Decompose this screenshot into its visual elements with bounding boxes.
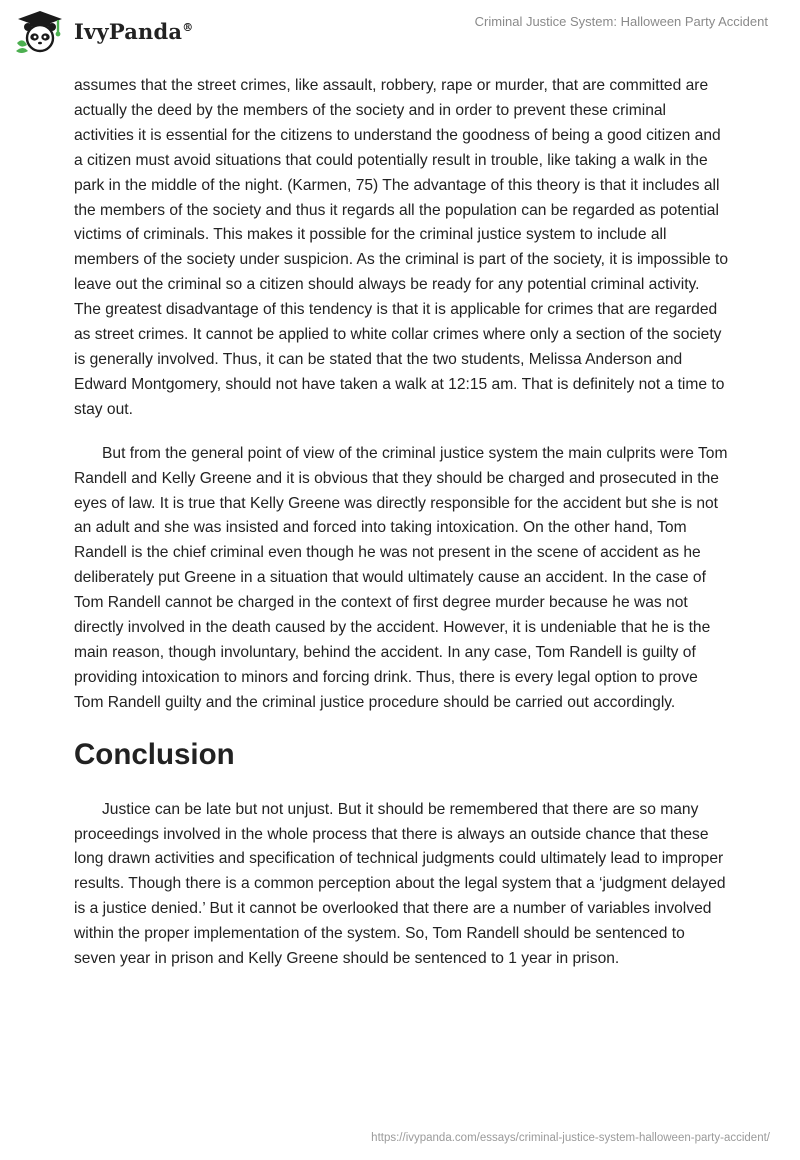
article-paragraph: assumes that the street crimes, like assault, robbery, rape or murder, that are committed are actually the deed by the members of the society and in order to prevent these criminal activities it is essential for the citizens to understand the goodness of being a good citizen and a citizen must avoid situations that could potentially result in trouble, like taking a walk in the park in the middle of the night. (Karmen, 75) The advantage of this theory is that it includes all the members of the society and thus it regards all the population can be regarded as potential victims of criminals. This makes it possible for the criminal justice system to include all members of the society under suspicion. As the criminal is part of the society, it is impossible to leave out the criminal so a citizen should always be ready for any potential criminal activity. The greatest disadvantage of this tendency is that it is applicable for crimes that are regarded as street crimes. It cannot be applied to white collar crimes where only a section of the society is generally involved. Thus, it can be stated that the two students, Melissa Anderson and Edward Montgomery, should not have taken a walk at 12:15 am. That is definitely not a time to stay out. [74,77,729,418]
brand-name: IvyPanda® [74,18,194,44]
source-url[interactable]: https://ivypanda.com/essays/criminal-justice-system-halloween-party-accident/ [371,1132,770,1144]
conclusion-paragraph: Justice can be late but not unjust. But it should be remembered that there are so many proceedings involved in the whole process that there is always an outside chance that these long drawn activities and specification of technical judgments could ultimately lead to improper results. Though there is a common perception about the legal system that a ‘judgment delayed is a justice denied.’ But it cannot be overlooked that there are a number of variables involved within the proper implementation of the system. So, Tom Randell should be sentenced to seven year in prison and Kelly Greene should be sentenced to 1 year in prison. [74,800,726,968]
brand-logo[interactable] [14,6,193,56]
article-body [74,74,730,972]
page-header [0,0,800,60]
registered-mark: ® [182,20,194,34]
panda-logo-icon [14,9,66,53]
conclusion-heading: Conclusion [74,737,235,771]
article-paragraph: But from the general point of view of the criminal justice system the main culprits were Tom Randell and Kelly Greene and it is obvious that they should be charged and prosecuted in the eyes of law. It is true that Kelly Greene was directly responsible for the accident but she is not an adult and she was insisted and forced into taking intoxication. On the other hand, Tom Randell is the chief criminal even though he was not present in the scene of accident as he deliberately put Greene in a situation that would ultimately cause an accident. In the case of Tom Randell cannot be charged in the context of first degree murder because he was not directly involved in the death caused by the accident. However, it is undeniable that he is the main reason, though involuntary, behind the accident. In any case, Tom Randell is guilty of providing intoxication to minors and forcing drink. Thus, there is every legal option to prove Tom Randell guilty and the criminal justice procedure should be carried out accordingly. [74,444,728,711]
document-title: Criminal Justice System: Halloween Party Accident [474,14,768,29]
